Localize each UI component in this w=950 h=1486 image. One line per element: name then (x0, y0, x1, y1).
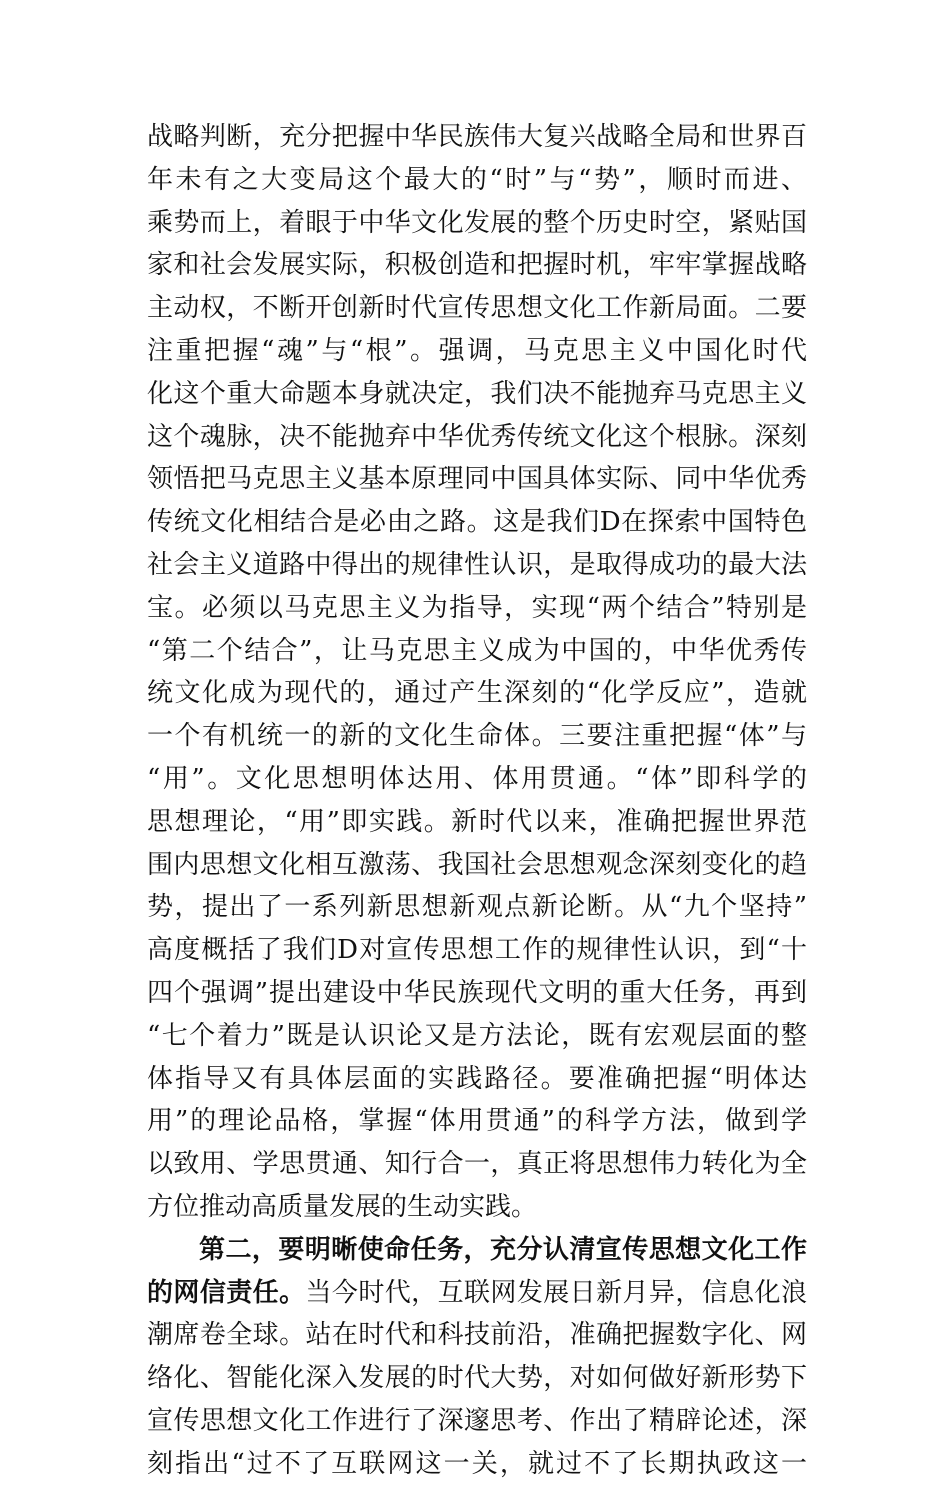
body-text (147, 116, 807, 1486)
text-line: 传统文化相结合是必由之路。这是我们D在探索中国特色 (147, 507, 807, 538)
text-line: 这个魂脉，决不能抛弃中华优秀传统文化这个根脉。深刻 (147, 421, 807, 452)
section-heading-end: 的网信责任。 (147, 1277, 306, 1308)
text-line (147, 1272, 807, 1315)
text-line: 体指导又有具体层面的实践路径。要准确把握“明体达 (147, 1063, 807, 1094)
text-line: “七个着力”既是认识论又是方法论，既有宏观层面的整 (147, 1020, 807, 1051)
text-line: 刻指出“过不了互联网这一关，就过不了长期执政这一 (147, 1448, 807, 1479)
text-line: 宣传思想文化工作进行了深邃思考、作出了精辟论述，深 (147, 1405, 807, 1436)
text-line: 乘势而上，着眼于中华文化发展的整个历史时空，紧贴国 (147, 207, 807, 238)
text-line: 领悟把马克思主义基本原理同中国具体实际、同中华优秀 (147, 464, 807, 495)
text-line: 年未有之大变局这个最大的“时”与“势”，顺时而进、 (147, 164, 807, 195)
text-line: “用”。文化思想明体达用、体用贯通。“体”即科学的 (147, 763, 807, 794)
text-line: 以致用、学思贯通、知行合一，真正将思想伟力转化为全 (147, 1149, 807, 1180)
text-line: 统文化成为现代的，通过产生深刻的“化学反应”，造就 (147, 678, 807, 709)
text-line: 家和社会发展实际，积极创造和把握时机，牢牢掌握战略 (147, 250, 807, 281)
text-line: 一个有机统一的新的文化生命体。三要注重把握“体”与 (147, 721, 807, 752)
text-line: 势，提出了一系列新思想新观点新论断。从“九个坚持” (147, 892, 807, 923)
section-heading-line: 第二，要明晰使命任务，充分认清宣传思想文化工作 (199, 1234, 807, 1265)
text-line: 战略判断，充分把握中华民族伟大复兴战略全局和世界百 (147, 122, 807, 152)
text-span: 当今时代，互联网发展日新月异，信息化浪 (305, 1277, 807, 1308)
text-line: 社会主义道路中得出的规律性认识，是取得成功的最大法 (147, 549, 807, 580)
text-line: 化这个重大命题本身就决定，我们决不能抛弃马克思主义 (147, 378, 807, 409)
text-line: 潮席卷全球。站在时代和科技前沿，准确把握数字化、网 (147, 1320, 807, 1351)
text-line: 宝。必须以马克思主义为指导，实现“两个结合”特别是 (147, 592, 807, 623)
text-line: 四个强调”提出建设中华民族现代文明的重大任务，再到 (147, 977, 807, 1008)
text-line: 围内思想文化相互激荡、我国社会思想观念深刻变化的趋 (147, 849, 807, 880)
text-line: 方位推动高质量发展的生动实践。 (147, 1191, 538, 1222)
text-line: 注重把握“魂”与“根”。强调，马克思主义中国化时代 (147, 335, 807, 366)
text-line: 高度概括了我们D对宣传思想工作的规律性认识，到“十 (147, 935, 807, 966)
text-line: 主动权，不断开创新时代宣传思想文化工作新局面。二要 (147, 293, 807, 324)
text-line: 络化、智能化深入发展的时代大势，对如何做好新形势下 (147, 1363, 807, 1394)
text-line: 思想理论，“用”即实践。新时代以来，准确把握世界范 (147, 806, 807, 837)
text-line: “第二个结合”，让马克思主义成为中国的，中华优秀传 (147, 635, 807, 666)
text-line: 用”的理论品格，掌握“体用贯通”的科学方法，做到学 (147, 1106, 807, 1137)
